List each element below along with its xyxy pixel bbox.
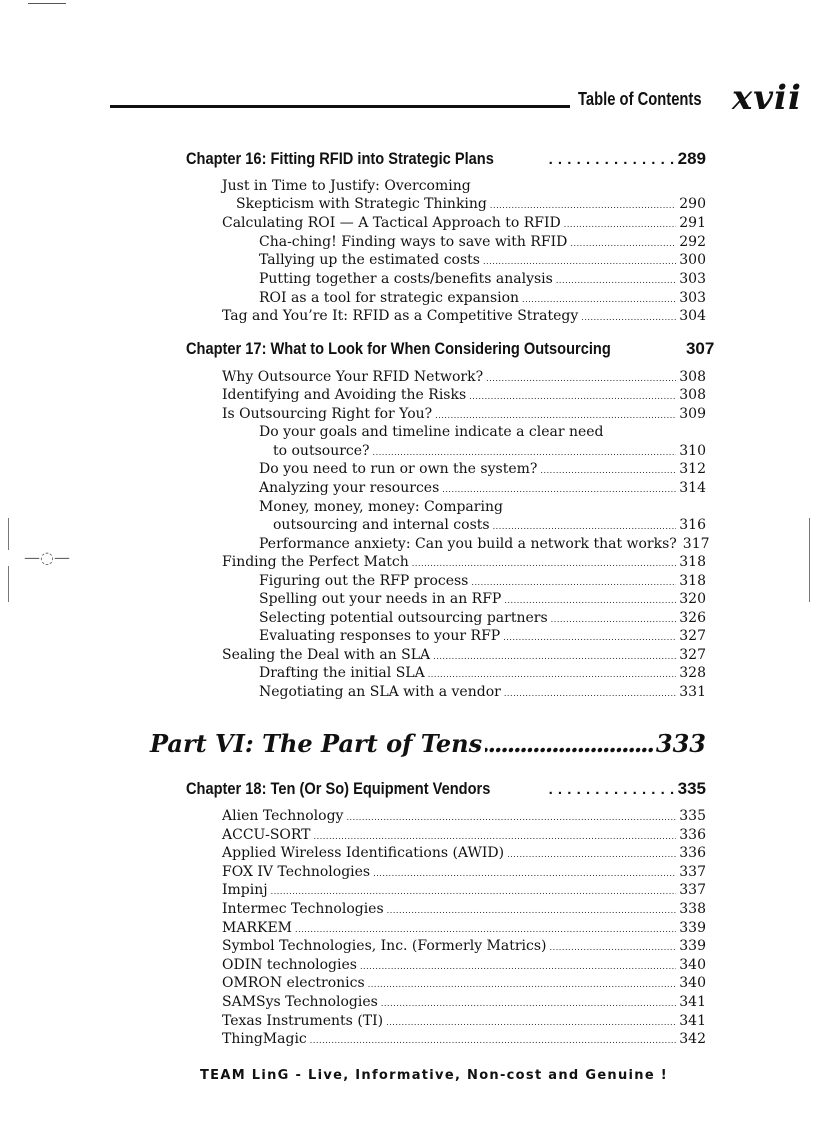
toc-entry-page: 308 (679, 387, 706, 403)
chapter-title: Chapter 18: Ten (Or So) Equipment Vendors (186, 779, 491, 798)
toc-entry[interactable] (222, 919, 706, 937)
crop-mark (809, 518, 810, 602)
dot-leader (381, 995, 676, 1013)
toc-entry-label[interactable]: Just in Time to Justify: Overcoming (222, 178, 471, 194)
chapter-title: Chapter 17: What to Look for When Considering Outsourcing (186, 339, 611, 358)
toc-entry-label: MARKEM (222, 920, 292, 936)
toc-entry[interactable] (222, 386, 706, 404)
dot-leader (504, 685, 676, 703)
part-title: Part VI: The Part of Tens (150, 729, 483, 758)
dot-leader (540, 462, 676, 480)
toc-entry[interactable] (222, 956, 706, 974)
toc-entry-page: 309 (679, 406, 706, 422)
toc-entry-label: Sealing the Deal with an SLA (222, 647, 431, 663)
header-rule (110, 105, 570, 108)
dot-leader (469, 388, 676, 406)
dot-leader (483, 253, 676, 271)
chapter-16-heading[interactable] (186, 147, 706, 171)
dot-leader (387, 902, 677, 920)
dot-leader (485, 727, 653, 761)
toc-entry-page: 338 (679, 901, 706, 917)
toc-entry-label: ACCU-SORT (222, 827, 311, 843)
toc-subentry[interactable] (259, 479, 706, 497)
toc-entry-page: 339 (679, 920, 706, 936)
toc-subentry[interactable] (273, 442, 706, 460)
toc-entry-page: 291 (679, 215, 706, 231)
toc-entry-page: 341 (679, 1013, 706, 1029)
dot-leader (507, 846, 676, 864)
toc-entry[interactable] (222, 844, 706, 862)
toc-entry-label: Evaluating responses to your RFP (259, 628, 501, 644)
dot-leader (581, 309, 676, 327)
toc-entry[interactable] (222, 1030, 706, 1048)
toc-subentry[interactable] (273, 516, 706, 534)
dot-leader (503, 629, 676, 647)
toc-subentry[interactable] (259, 683, 706, 701)
chapter-page: 289 (677, 149, 706, 168)
toc-subentry[interactable] (259, 572, 706, 590)
toc-subentry[interactable] (259, 251, 706, 269)
toc-entry[interactable] (222, 1012, 706, 1030)
dot-leader (271, 883, 677, 901)
toc-entry-page: 320 (679, 591, 706, 607)
toc-entry-label: FOX IV Technologies (222, 864, 371, 880)
toc-entry-label: to outsource? (273, 443, 370, 459)
toc-entry-page: 327 (679, 628, 706, 644)
toc-entry[interactable] (222, 826, 706, 844)
toc-entry[interactable] (222, 900, 706, 918)
dot-leader (547, 148, 675, 172)
toc-entry-page: 339 (679, 938, 706, 954)
crop-mark (28, 3, 66, 4)
toc-entry-page: 328 (679, 665, 706, 681)
toc-entry-label: Applied Wireless Identifications (AWID) (222, 845, 505, 861)
toc-entry-page: 340 (679, 957, 706, 973)
toc-entry-label: Putting together a costs/benefits analysis (259, 271, 553, 287)
toc-entry-page: 310 (679, 443, 706, 459)
toc-entry[interactable] (222, 646, 706, 664)
toc-entry-label: outsourcing and internal costs (273, 517, 490, 533)
toc-entry-label: Identifying and Avoiding the Risks (222, 387, 467, 403)
toc-entry-label: Figuring out the RFP process (259, 573, 469, 589)
dot-leader (428, 666, 677, 684)
toc-entry[interactable] (222, 807, 706, 825)
toc-subentry[interactable] (259, 627, 706, 645)
toc-entry[interactable] (222, 937, 706, 955)
dot-leader (310, 1032, 676, 1050)
toc-entry-label: Is Outsourcing Right for You? (222, 406, 433, 422)
page-number: xvii (732, 78, 802, 118)
toc-entry-label: Performance anxiety: Can you build a network that works? (259, 536, 677, 552)
toc-entry-page: 337 (679, 864, 706, 880)
toc-entry-page: 304 (679, 308, 706, 324)
dot-leader (556, 272, 676, 290)
toc-entry-label: Why Outsource Your RFID Network? (222, 369, 484, 385)
toc-entry-page: 336 (679, 845, 706, 861)
toc-entry-label: OMRON electronics (222, 975, 365, 991)
toc-entry-page: 341 (679, 994, 706, 1010)
chapter-title: Chapter 16: Fitting RFID into Strategic Plans (186, 149, 494, 168)
toc-entry-label: Analyzing your resources (259, 480, 440, 496)
running-header-title: Table of Contents (578, 89, 702, 109)
toc-entry-page: 318 (679, 573, 706, 589)
toc-entry-label: Calculating ROI — A Tactical Approach to RFID (222, 215, 561, 231)
toc-entry-page: 318 (679, 554, 706, 570)
toc-entry[interactable] (222, 863, 706, 881)
chapter-17-heading[interactable] (186, 337, 715, 361)
dot-leader (564, 216, 677, 234)
toc-entry[interactable] (222, 881, 706, 899)
toc-subentry[interactable] (259, 664, 706, 682)
toc-entry-page: 335 (679, 808, 706, 824)
toc-entry-label: Drafting the initial SLA (259, 665, 425, 681)
toc-entry-page: 331 (679, 684, 706, 700)
dot-leader (412, 555, 676, 573)
toc-entry-label: Spelling out your needs in an RFP (259, 591, 502, 607)
crop-mark (8, 566, 9, 602)
toc-subentry[interactable] (259, 233, 706, 251)
toc-entry[interactable] (236, 195, 706, 213)
toc-entry-label: Texas Instruments (TI) (222, 1013, 384, 1029)
toc-entry[interactable] (222, 307, 706, 325)
toc-entry-label: Finding the Perfect Match (222, 554, 409, 570)
dot-leader (493, 518, 677, 536)
crop-mark (8, 518, 9, 550)
dot-leader (543, 778, 675, 802)
toc-entry-label: Tag and You’re It: RFID as a Competitive Strategy (222, 308, 579, 324)
toc-entry-label: ThingMagic (222, 1031, 307, 1047)
toc-entry-label[interactable]: Money, money, money: Comparing (259, 499, 503, 515)
toc-subentry[interactable] (259, 289, 706, 307)
chapter-18-heading[interactable] (186, 777, 706, 801)
toc-entry[interactable] (222, 974, 706, 992)
part-6-heading[interactable] (150, 727, 706, 761)
toc-entry-page: 292 (679, 234, 706, 250)
toc-entry[interactable] (222, 553, 706, 571)
toc-entry-label: SAMSys Technologies (222, 994, 378, 1010)
toc-entry-page: 340 (679, 975, 706, 991)
toc-entry[interactable] (222, 368, 706, 386)
footer-watermark: TEAM LinG - Live, Informative, Non-cost and Genuine ! (200, 1068, 669, 1083)
toc-entry[interactable] (222, 993, 706, 1011)
toc-entry-label: Symbol Technologies, Inc. (Formerly Matrics) (222, 938, 547, 954)
chapter-page: 307 (685, 339, 715, 358)
toc-entry-page: 317 (682, 536, 710, 552)
dot-leader (346, 809, 676, 827)
toc-entry-page: 312 (679, 461, 706, 477)
toc-entry-label: Alien Technology (222, 808, 344, 824)
toc-entry-page: 337 (679, 882, 706, 898)
toc-entry-label[interactable]: Do your goals and timeline indicate a clear need (259, 424, 604, 440)
toc-entry-page: 326 (679, 610, 706, 626)
dot-leader (442, 481, 676, 499)
toc-entry-label: ODIN technologies (222, 957, 357, 973)
toc-entry-page: 290 (679, 196, 706, 212)
toc-subentry[interactable] (259, 609, 706, 627)
toc-entry-page: 336 (679, 827, 706, 843)
toc-entry-page: 308 (679, 369, 706, 385)
toc-subentry[interactable] (259, 270, 706, 288)
toc-entry-page: 300 (679, 252, 706, 268)
toc-entry-label: ROI as a tool for strategic expansion (259, 290, 520, 306)
toc-entry-label: Do you need to run or own the system? (259, 461, 538, 477)
toc-subentry[interactable] (259, 590, 706, 608)
chapter-page: 335 (677, 779, 706, 798)
toc-entry-page: 327 (679, 647, 706, 663)
toc-entry-page: 314 (679, 480, 706, 496)
dot-leader (490, 197, 676, 215)
toc-entry[interactable] (222, 405, 706, 423)
toc-entry-page: 316 (679, 517, 706, 533)
toc-entry-label: Cha-ching! Finding ways to save with RFID (259, 234, 568, 250)
toc-entry-page: 303 (679, 271, 706, 287)
dot-leader (368, 976, 677, 994)
toc-entry-label: Tallying up the estimated costs (259, 252, 480, 268)
toc-entry-label: Intermec Technologies (222, 901, 384, 917)
toc-entry-label: Impinj (222, 882, 268, 898)
toc-subentry[interactable] (259, 535, 710, 553)
toc-entry-label: Skepticism with Strategic Thinking (236, 196, 487, 212)
dot-leader (504, 592, 676, 610)
toc-subentry[interactable] (259, 460, 706, 478)
toc-entry-label: Negotiating an SLA with a vendor (259, 684, 501, 700)
part-page: 333 (655, 729, 706, 758)
registration-mark-icon: —◌— (24, 548, 70, 567)
dot-leader (550, 939, 677, 957)
toc-entry-label: Selecting potential outsourcing partners (259, 610, 548, 626)
toc-entry-page: 342 (679, 1031, 706, 1047)
toc-entry-page: 303 (679, 290, 706, 306)
toc-entry[interactable] (222, 214, 706, 232)
